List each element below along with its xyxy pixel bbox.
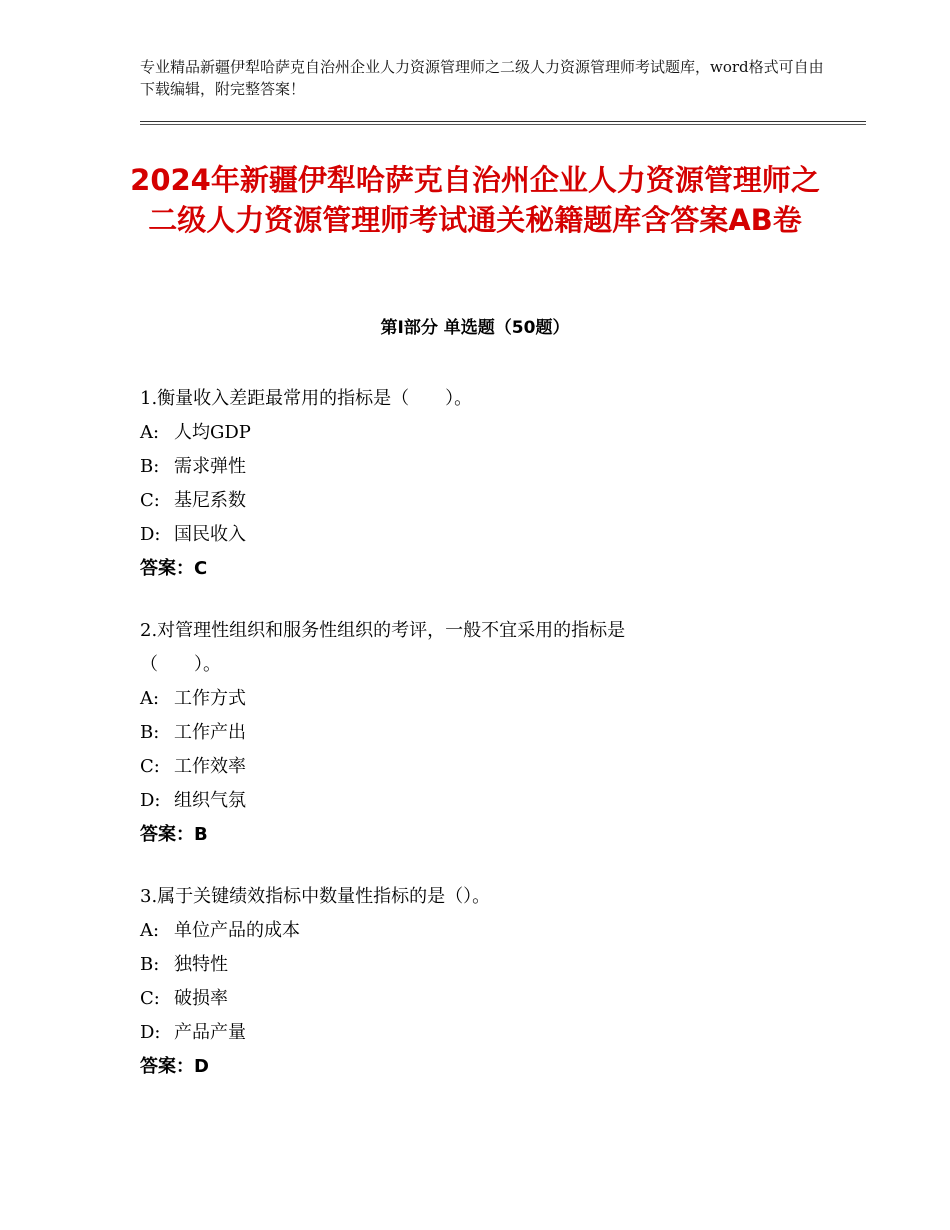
question-stem [140,614,840,682]
answer-line: 答案：B [140,824,208,845]
option-text: 人均GDP [174,422,251,443]
option-text: 基尼系数 [174,490,246,511]
header-rule-secondary [140,124,866,125]
option-text: 破损率 [174,988,228,1009]
question-stem-continuation: （ ）。 [140,654,221,675]
section-title: 第Ⅰ部分 单选题（50题） [380,318,570,338]
option-b [140,948,840,982]
option-text: 工作效率 [174,756,246,777]
option-text: 国民收入 [174,524,246,545]
question-stem-text: 2.对管理性组织和服务性组织的考评，一般不宜采用的指标是 [140,620,626,641]
header-rule [140,121,866,122]
option-a [140,914,840,948]
option-key: D: [140,1022,161,1043]
question-1 [140,382,840,586]
question-stem [140,382,840,416]
question-stem [140,880,840,914]
option-a [140,416,840,450]
option-key: C: [140,490,160,511]
document-title: 2024年新疆伊犁哈萨克自治州企业人力资源管理师之二级人力资源管理师考试通关秘籍题库含答案AB卷 [130,163,820,237]
question-list [140,382,840,1112]
option-key: D: [140,524,161,545]
answer-line: 答案：D [140,1056,209,1077]
option-d [140,784,840,818]
option-text: 工作方式 [174,688,246,709]
option-text: 单位产品的成本 [174,920,300,941]
option-d [140,1016,840,1050]
option-key: D: [140,790,161,811]
option-key: B: [140,456,160,477]
question-2 [140,614,840,852]
question-3 [140,880,840,1084]
option-c [140,982,840,1016]
answer-line: 答案：C [140,558,208,579]
option-key: A: [140,688,160,709]
option-a [140,682,840,716]
option-key: C: [140,988,160,1009]
option-text: 组织气氛 [174,790,246,811]
option-text: 需求弹性 [174,456,246,477]
option-key: A: [140,422,160,443]
question-stem-text: 3.属于关键绩效指标中数量性指标的是（）。 [140,886,491,907]
option-c [140,484,840,518]
option-key: A: [140,920,160,941]
question-stem-text: 1.衡量收入差距最常用的指标是（ ）。 [140,388,473,409]
option-b [140,716,840,750]
option-key: B: [140,954,160,975]
option-text: 工作产出 [174,722,246,743]
option-d [140,518,840,552]
option-c [140,750,840,784]
header-note: 专业精品新疆伊犁哈萨克自治州企业人力资源管理师之二级人力资源管理师考试题库，word格式可自由下载编辑，附完整答案！ [140,58,824,98]
option-key: C: [140,756,160,777]
option-text: 独特性 [174,954,228,975]
option-text: 产品产量 [174,1022,246,1043]
option-key: B: [140,722,160,743]
option-b [140,450,840,484]
